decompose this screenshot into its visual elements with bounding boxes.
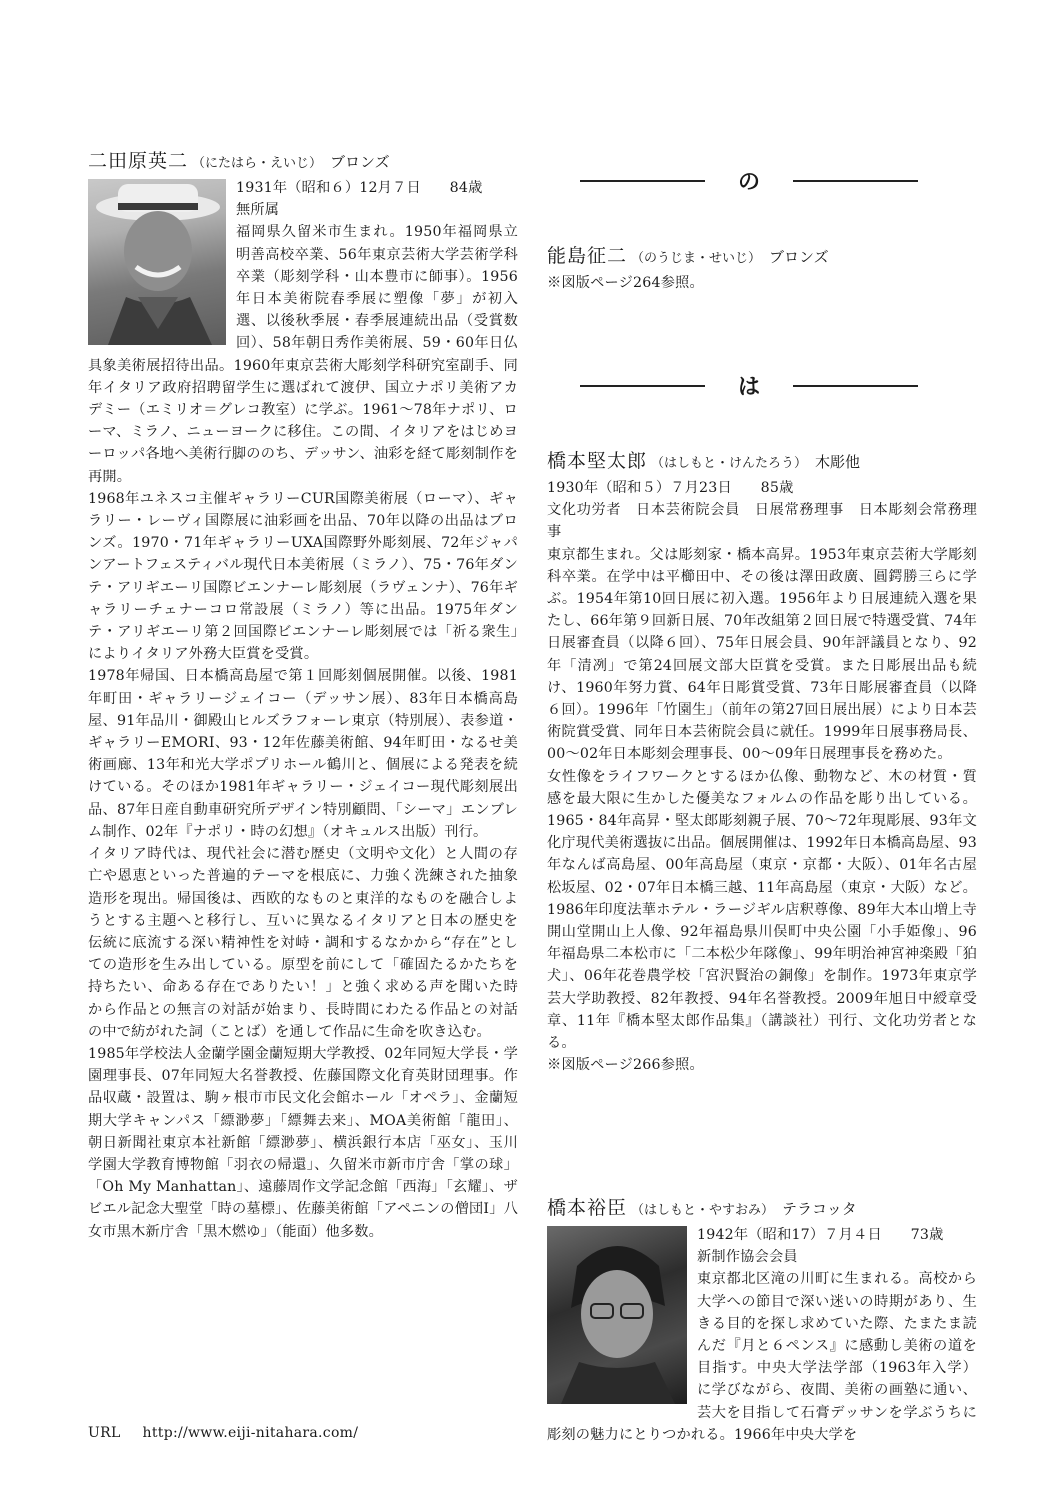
entry-nitahara <box>88 150 518 1243</box>
affiliation: 無所属 <box>236 202 280 219</box>
artist-heading <box>547 1197 977 1222</box>
artist-name: 橋本裕臣 <box>547 1197 628 1219</box>
birth-line: 1931年（昭和６）12月７日 84歳 <box>236 180 483 196</box>
artist-name: 能島征二 <box>547 245 628 267</box>
entry-hashimoto-kentaro <box>547 450 977 1076</box>
artist-material: 木彫他 <box>815 453 861 471</box>
artist-reading: （にたはら・えいじ） <box>192 156 323 171</box>
url-link[interactable]: http://www.eiji-nitahara.com/ <box>142 1425 359 1441</box>
artist-name: 二田原英二 <box>88 150 189 172</box>
artist-reading: （のうじま・せいじ） <box>631 251 762 266</box>
artist-portrait-photo <box>88 179 226 345</box>
entry-nojima <box>547 245 977 294</box>
plate-reference-note: ※図版ページ264参照。 <box>547 275 704 291</box>
section-letter: の <box>737 169 760 195</box>
entry-hashimoto-yasuomi <box>547 1197 977 1446</box>
artist-name: 橋本堅太郎 <box>547 450 648 472</box>
url-label: URL <box>88 1425 121 1441</box>
artist-heading <box>547 245 977 270</box>
divider-rule <box>793 385 918 387</box>
birth-line: 1930年（昭和５）７月23日 85歳 <box>547 480 794 496</box>
artist-url-line <box>88 1425 358 1441</box>
bio-paragraph: 福岡県久留米市生まれ。1950年福岡県立明善高校卒業、56年東京芸術大学芸術学科卒業（彫刻学科・山本豊市に師事）。1956年日本美術院春季展に塑像「夢」が初入選、以後秋季展・春季展連続出品（受賞数回）、58年朝日秀作美術展、59・60年日仏具象美術展招待出品。1960年東京芸術大彫刻学科研究室副手、同年イタリア政府招聘留学生に選ばれて渡伊、国立ナポリ美術アカデミー（エミリオ＝グレコ教室）に学ぶ。1961～78年ナポリ、ローマ、ミラノ、ニューヨークに移住。この間、イタリアをはじめヨーロッパ各地へ美術行脚ののち、デッサン、油彩を経て彫刻制作を再開。 <box>88 224 518 485</box>
artist-portrait-photo <box>547 1226 687 1404</box>
section-letter: は <box>737 374 760 400</box>
affiliation: 新制作協会会員 <box>697 1249 798 1266</box>
divider-rule <box>793 180 918 182</box>
bio-paragraph: 1968年ユネスコ主催ギャラリーCUR国際美術展（ローマ）、ギャラリー・レーヴィ国際展に油彩画を出品、70年以降の出品はブロンズ。1970・71年ギャラリーUXA国際野外彫刻展、72年ジャパンアートフェスティバル現代日本美術展（ミラノ）、75・76年ダンテ・アリギエーリ国際ビエンナーレ彫刻展（ラヴェンナ）、76年ギャラリーチェナーコロ常設展（ミラノ）等に出品。1975年ダンテ・アリギエーリ第２回国際ビエンナーレ彫刻展では「祈る衆生」によりイタリア外務大臣賞を受賞。 <box>88 490 518 663</box>
artist-reading: （はしもと・やすおみ） <box>631 1203 775 1218</box>
artist-reading: （はしもと・けんたろう） <box>651 456 808 471</box>
artist-material: ブロンズ <box>330 153 390 171</box>
bio-paragraph: 1978年帰国、日本橋高島屋で第１回彫刻個展開催。以後、1981年町田・ギャラリージェイコー（デッサン展）、83年日本橋高島屋、91年品川・御殿山ヒルズラフォーレ東京（特別展）、表参道・ギャラリーEMORI、93・12年佐藤美術館、94年町田・なるせ美術画廊、13年和光大学ポプリホール鶴川と、個展による発表を続けている。そのほか1981年ギャラリー・ジェイコー現代彫刻展出品、87年日産自動車研究所デザイン特別顧問、「シーマ」エンブレム制作、02年『ナポリ・時の幻想』（オキュルス出版）刊行。 <box>88 668 518 840</box>
bio-paragraph: 東京都北区滝の川町に生まれる。高校から大学への節目で深い迷いの時期があり、生きる目的を探し求めていた際、たまたま読んだ『月と６ペンス』に感動し美術の道を目指す。中央大学法学部（1963年入学）に学びながら、夜間、美術の画塾に通い、芸大を目指して石膏デッサンを学ぶうちに彫刻の魅力にとりつかれる。1966年中央大学を <box>547 1271 977 1443</box>
section-divider-no <box>580 165 918 195</box>
plate-reference-note: ※図版ページ266参照。 <box>547 1057 704 1074</box>
artist-heading <box>547 450 977 475</box>
artist-material: テラコッタ <box>782 1200 857 1218</box>
titles: 文化功労者 日本芸術院会員 日展常務理事 日本彫刻会常務理事 <box>547 502 977 541</box>
bio-paragraph: 女性像をライフワークとするほか仏像、動物など、木の材質・質感を最大限に生かした優美なフォルムの作品を彫り出している。1965・84年高昇・堅太郎彫刻親子展、70～72年現彫展、93年文化庁現代美術選抜に出品。個展開催は、1992年日本橋高島屋、93年なんば高島屋、00年高島屋（東京・京都・大阪）、01年名古屋松坂屋、02・07年日本橋三越、11年高島屋（東京・大阪）など。1986年印度法華ホテル・ラージギル店釈尊像、89年大本山増上寺開山堂開山上人像、92年福島県川俣町中央公園「小手姫像」、96年福島県二本松市に「二本松少年隊像」、99年明治神宮神楽殿「狛犬」、06年花巻農学校「宮沢賢治の銅像」を制作。1973年東京学芸大学助教授、82年教授、94年名誉教授。2009年旭日中綬章受章、11年『橋本堅太郎作品集』（講談社）刊行、文化功労者となる。 <box>547 768 977 1052</box>
birth-line: 1942年（昭和17）７月４日 73歳 <box>697 1227 944 1243</box>
bio-paragraph: 1985年学校法人金蘭学園金蘭短期大学教授、02年同短大学長・学園理事長、07年同短大名誉教授、佐藤国際文化育英財団理事。作品収蔵・設置は、駒ヶ根市市民文化会館ホール「オペラ」、金蘭短期大学キャンパス「縹渺夢」「縹舞去来」、MOA美術館「龍田」、朝日新聞社東京本社新館「縹渺夢」、横浜銀行本店「巫女」、玉川学園大学教育博物館「羽衣の帰還」、久留米市新市庁舎「掌の球」「Oh My Manhattan」、遠藤周作文学記念館「西海」「玄耀」、ザビエル記念大聖堂「時の墓標」、佐藤美術館「アペニンの僧団Ⅰ」八女市黒木新庁舎「黒木燃ゆ」（能面）他多数。 <box>88 1045 518 1240</box>
section-divider-ha <box>580 370 918 400</box>
artist-heading <box>88 150 518 175</box>
bio-paragraph: イタリア時代は、現代社会に潜む歴史（文明や文化）と人間の存亡や恩恵といった普遍的テーマを根底に、力強く洗練された抽象造形を現出。帰国後は、西欧的なものと東洋的なものを融合しようとする主題へと移行し、互いに異なるイタリアと日本の歴史を伝統に底流する深い精神性を対峙・調和するなかから“存在”としての造形を生み出している。原型を前にして「確固たるかたちを持ちたい、命ある存在でありたい！」と強く求める声を聞いた時から作品との無言の対話が始まり、長時間にわたる作品との対話の中で紡がれた詞（ことば）を通して作品に生命を吹き込む。 <box>88 846 518 1040</box>
artist-material: ブロンズ <box>769 248 829 266</box>
bio-paragraph: 東京都生まれ。父は彫刻家・橋本高昇。1953年東京芸術大学彫刻科卒業。在学中は平櫛田中、その後は澤田政廣、圓鍔勝三らに学ぶ。1954年第10回日展に初入選。1956年より日展連続入選を果たし、66年第９回新日展、70年改組第２回日展で特選受賞、74年日展審査員（以降６回）、75年日展会員、90年評議員となり、92年「清冽」で第24回展文部大臣賞を受賞。また日彫展出品も続け、1960年努力賞、64年日彫賞受賞、73年日彫展審査員（以降６回）。1996年「竹園生」（前年の第27回日展出展）により日本芸術院賞受賞、同年日本芸術院会員に就任。1999年日展事務局長、00～02年日本彫刻会理事長、00～09年日展理事長を務めた。 <box>547 546 977 763</box>
